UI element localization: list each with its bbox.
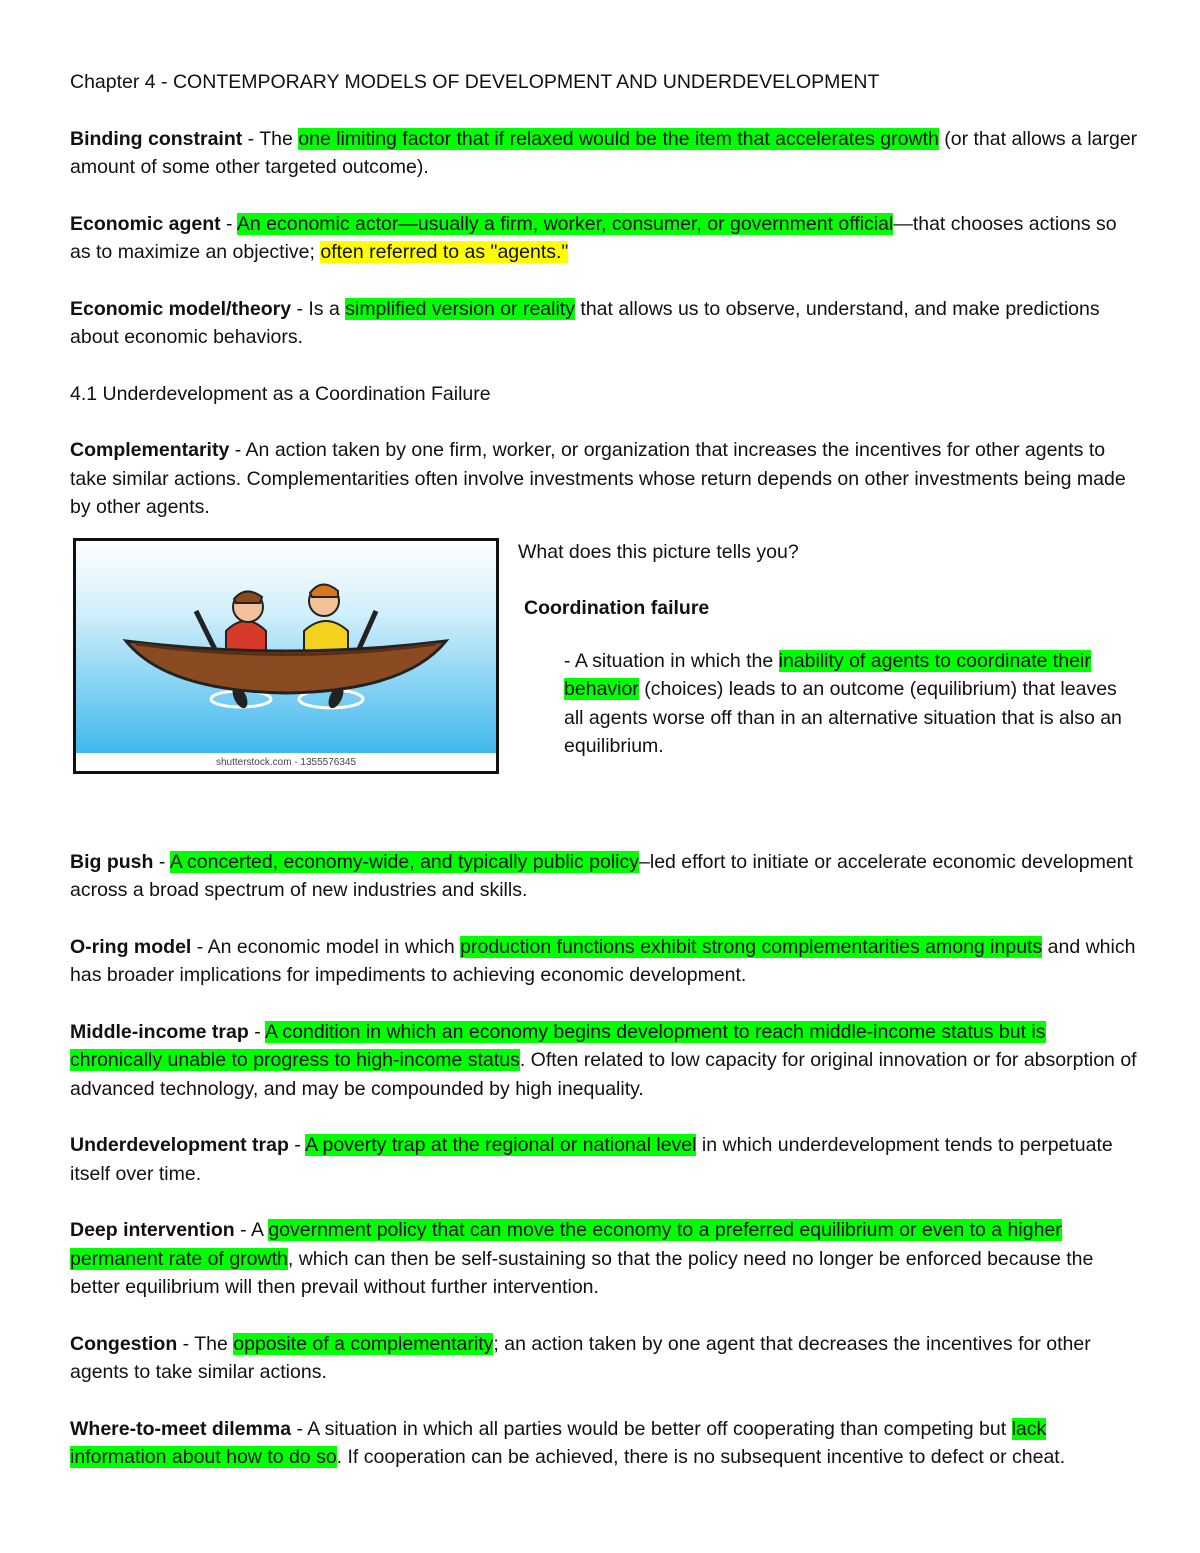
def-o-ring-model <box>70 933 1140 990</box>
text-run: (choices) leads to an outcome (equilibrium) that leaves all agents worse off than in an alternative situation that is also an equilibrium. <box>564 678 1122 757</box>
def-binding-constraint <box>70 125 1140 182</box>
text-run: - A situation in which the <box>564 649 779 672</box>
figure-term: Coordination failure <box>524 597 710 619</box>
highlighted-text: production functions exhibit strong complementarities among inputs <box>460 935 1043 958</box>
highlighted-text: inability of agents to coordinate their behavior <box>564 649 1091 700</box>
chapter-title: Chapter 4 - CONTEMPORARY MODELS OF DEVELOPMENT AND UNDERDEVELOPMENT <box>70 71 880 93</box>
def-where-to-meet-dilemma <box>70 1415 1140 1472</box>
term-label: Congestion <box>70 1332 178 1355</box>
text-run: , which can then be self-sustaining so that the policy need no longer be enforced because the better equilibrium will then prevail without further intervention. <box>70 1247 1094 1298</box>
def-middle-income-trap <box>70 1018 1140 1104</box>
text-run: - The <box>177 1332 234 1355</box>
highlighted-text: often referred to as "agents." <box>320 241 569 263</box>
term-label: Deep intervention <box>70 1219 235 1241</box>
text-run: - A <box>234 1219 269 1241</box>
term-label: Economic model/theory <box>70 297 292 320</box>
highlighted-text: A poverty trap at the regional or national level <box>305 1134 697 1156</box>
text-run: - A situation in which all parties would be better off cooperating than competing but <box>291 1417 1012 1440</box>
text-run: . Often related to low capacity for original innovation or for absorption of advanced technology, and may be compounded by high inequality. <box>70 1049 1137 1100</box>
text-run: (or that allows a larger amount of some other targeted outcome). <box>70 127 1138 178</box>
term-label: Complementarity <box>70 439 230 461</box>
document-page <box>70 68 1140 1500</box>
highlighted-text: A concerted, economy-wide, and typically public policy <box>169 850 640 873</box>
highlighted-text: lack information about how to do so <box>70 1417 1047 1468</box>
text-run: and which has broader implications for impediments to achieving economic development. <box>70 935 1136 986</box>
term-label: Big push <box>70 850 154 873</box>
def-underdevelopment-trap <box>70 1131 1140 1188</box>
text-run: —that chooses actions so as to maximize an objective; <box>70 212 1117 263</box>
def-economic-agent <box>70 210 1140 267</box>
term-label: Where-to-meet dilemma <box>70 1417 292 1440</box>
text-run: - <box>288 1134 306 1156</box>
def-deep-intervention <box>70 1216 1140 1302</box>
highlighted-text: one limiting factor that if relaxed would be the item that accelerates growth <box>298 127 939 150</box>
text-run: –led effort to initiate or accelerate economic development across a broad spectrum of new industries and skills. <box>70 850 1133 901</box>
text-run: - The <box>242 127 299 150</box>
text-run: - An economic model in which <box>191 935 461 958</box>
def-complementarity <box>70 436 1140 522</box>
def-big-push <box>70 848 1140 905</box>
term-label: Middle-income trap <box>70 1020 249 1043</box>
highlighted-text: opposite of a complementarity <box>233 1332 494 1355</box>
highlighted-text: A condition in which an economy begins development to reach middle-income status but is chronically unable to progress to high-income status <box>70 1020 1046 1071</box>
def-economic-model <box>70 295 1140 352</box>
highlighted-text: An economic actor—usually a firm, worker, consumer, or government official <box>236 212 894 235</box>
section-title: 4.1 Underdevelopment as a Coordination Failure <box>70 382 491 405</box>
figure-block <box>70 540 1140 790</box>
term-label: Underdevelopment trap <box>70 1134 289 1156</box>
figure-caption <box>518 538 1138 761</box>
text-run: ; an action taken by one agent that decreases the incentives for other agents to take similar actions. <box>70 1332 1091 1383</box>
text-run: . If cooperation can be achieved, there is no subsequent incentive to defect or cheat. <box>336 1446 1066 1468</box>
term-label: Economic agent <box>70 212 221 235</box>
def-congestion <box>70 1330 1140 1387</box>
text-run: - An action taken by one firm, worker, or organization that increases the incentives for other agents to take similar actions. Complementarities often involve investments whose return depends on other investments being made by other agents. <box>70 439 1126 518</box>
highlighted-text: government policy that can move the economy to a preferred equilibrium or even to a higher permanent rate of growth <box>70 1219 1062 1270</box>
highlighted-text: simplified version or reality <box>345 297 575 320</box>
rowing-boat-image <box>76 541 496 771</box>
text-run: - <box>153 850 170 873</box>
figure-question: What does this picture tells you? <box>518 540 799 563</box>
text-run: - <box>248 1020 266 1043</box>
text-run: - Is a <box>291 297 346 320</box>
figure-definition <box>564 647 1124 761</box>
term-label: Binding constraint <box>70 127 243 150</box>
boat-illustration <box>73 538 499 774</box>
image-watermark: shutterstock.com - 1355576345 <box>215 756 357 768</box>
text-run: in which underdevelopment tends to perpetuate itself over time. <box>70 1134 1113 1185</box>
term-label: O-ring model <box>70 935 192 958</box>
text-run: - <box>220 212 237 235</box>
text-run: that allows us to observe, understand, and make predictions about economic behaviors. <box>70 297 1100 348</box>
